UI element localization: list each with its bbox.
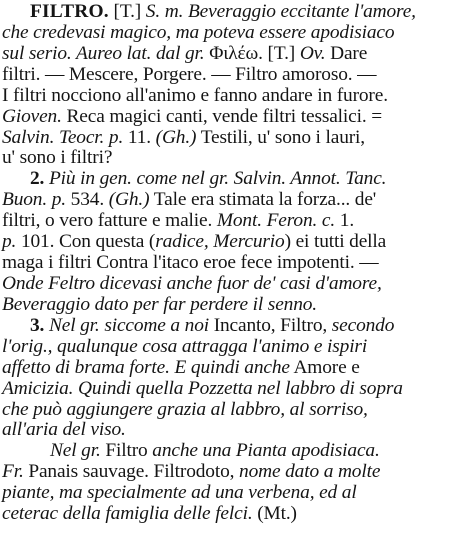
text-segment: Fr. (2, 461, 24, 483)
text-segment: Gioven. (2, 105, 62, 127)
text-segment: Dare (325, 42, 368, 64)
text-line (2, 86, 388, 107)
headword: FILTRO. (30, 1, 109, 22)
text-line (2, 504, 297, 525)
text-line (30, 2, 416, 23)
text-segment: radice, Mercurio (155, 231, 285, 253)
text-line (2, 379, 403, 400)
text-line (30, 316, 394, 337)
text-segment: l'orig., qualunque cosa attragga l'animo e ispiri (2, 335, 368, 357)
text-segment: (Gh.) (108, 189, 150, 211)
text-segment: Testili, u' sono i lauri, (196, 126, 365, 148)
text-segment: (Gh.) (155, 126, 197, 148)
text-segment: ) ei tutti della (284, 231, 387, 253)
text-segment: Buon. p. (2, 189, 66, 211)
text-segment: Tale era stimata la forza... de' (149, 189, 377, 211)
text-line (2, 400, 368, 421)
text-line (2, 337, 367, 358)
text-segment: Mont. Feron. c. (216, 210, 336, 232)
text-line (30, 169, 386, 190)
text-line (2, 107, 382, 128)
text-segment: Nel gr. siccome a noi (48, 314, 209, 336)
text-line (2, 190, 376, 211)
text-segment: p. (2, 231, 17, 253)
text-line (2, 295, 317, 316)
text-segment: filtri. — Mescere, Porgere. — Filtro amoroso. — (2, 63, 377, 85)
text-segment: ceterac della famiglia delle felci. (2, 503, 253, 525)
text-line (2, 462, 380, 483)
text-segment: nome dato a molte (239, 461, 381, 483)
text-segment: 101. Con questa ( (16, 231, 156, 253)
text-segment: Panais sauvage. Filtrodoto, (23, 461, 240, 483)
text-segment: sul serio. Aureo lat. dal gr. (2, 42, 210, 64)
text-segment: Salvin. Teocr. p. (2, 126, 124, 148)
text-segment: maga i filtri Contra l'itaco eroe fece impotenti. — (2, 252, 379, 273)
text-line (2, 358, 360, 379)
text-segment: Filtro (100, 440, 153, 462)
text-segment: filtri, o vero fatture e malie. (2, 210, 217, 232)
text-segment: S. m. Beveraggio eccitante l'amore, (145, 1, 416, 22)
text-segment: affetto di brama forte. E quindi anche (2, 356, 290, 378)
text-line (2, 148, 112, 169)
text-segment: 3. (30, 314, 49, 336)
text-segment: Incanto, Filtro, (209, 314, 332, 336)
text-line (2, 274, 382, 295)
text-segment: Ov. (299, 42, 326, 64)
text-segment: . [T.] (258, 42, 300, 64)
text-line (2, 23, 394, 44)
text-line (2, 232, 386, 253)
text-segment: 534. (65, 189, 109, 211)
text-segment: 2. (30, 168, 49, 190)
text-segment: Reca magici canti, vende filtri tessalici. = (61, 105, 383, 127)
text-segment: che credevasi magico, ma poteva essere apodisiaco (2, 21, 395, 43)
text-segment: Amore e (289, 356, 360, 378)
text-segment: 11. (123, 126, 156, 148)
text-segment: all'aria del viso. (2, 419, 126, 441)
text-segment: Amicizia. Quindi quella Pozzetta nel labbro di sopra (2, 377, 403, 399)
text-line (2, 128, 365, 149)
text-segment: Più in gen. come nel gr. Salvin. Annot. Tanc. (48, 168, 387, 190)
text-segment: anche una Pianta apodisiaca. (152, 440, 380, 462)
text-segment: I filtri nocciono all'animo e fanno andare in furore. (2, 84, 388, 106)
text-segment: Beveraggio dato per far perdere il senno. (2, 293, 317, 315)
text-segment: che può aggiungere grazia al labbro, al sorriso, (2, 398, 368, 420)
text-segment: Φιλέω (209, 42, 259, 64)
text-line (2, 44, 367, 65)
text-line (2, 483, 357, 504)
text-segment: Onde Feltro dicevasi anche fuor de' casi d'amore, (2, 273, 382, 294)
text-segment: u' sono i filtri? (2, 147, 113, 169)
text-line (50, 441, 380, 462)
text-segment: secondo (331, 314, 395, 336)
text-line (2, 211, 354, 232)
text-line (2, 65, 376, 86)
text-segment: [T.] (108, 1, 146, 22)
text-segment: piante, ma specialmente ad una verbena, ed al (2, 482, 357, 504)
text-segment: 1. (335, 210, 355, 232)
text-segment: Nel gr. (50, 440, 101, 462)
text-segment: (Mt.) (252, 503, 297, 525)
text-line (2, 253, 379, 274)
text-line (2, 420, 126, 441)
